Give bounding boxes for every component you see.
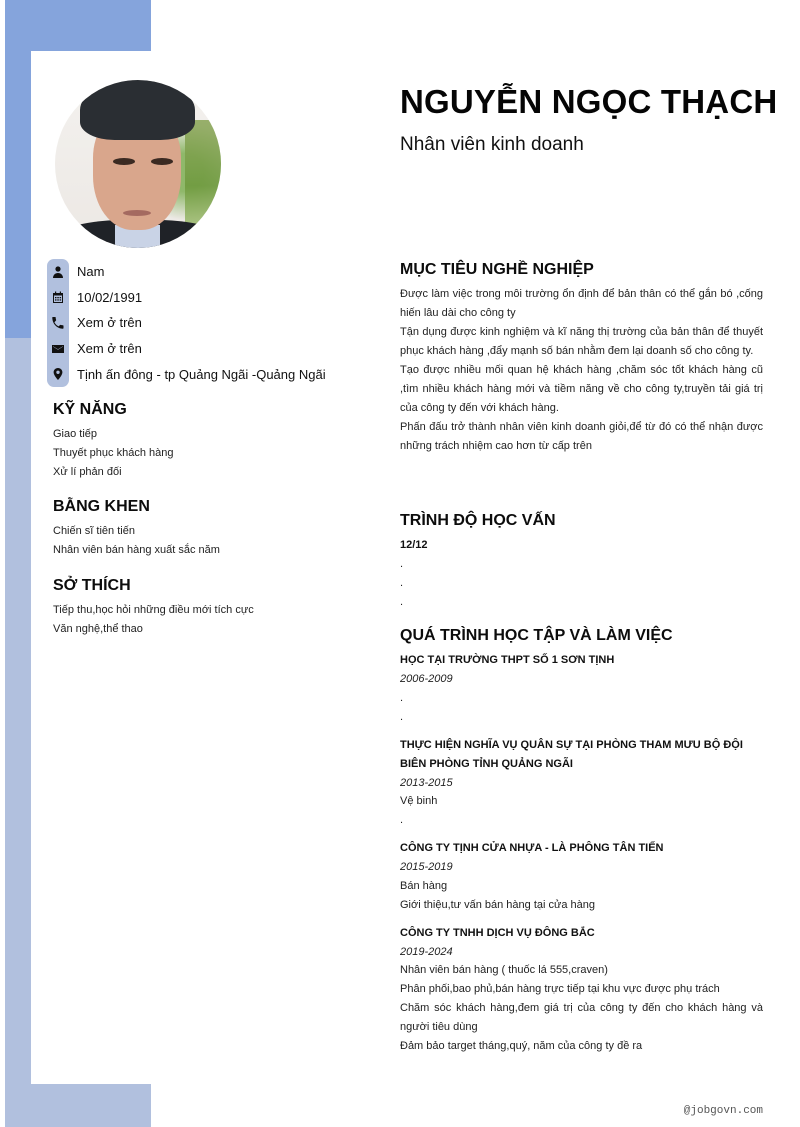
decorative-block-bottom (5, 1084, 151, 1127)
objective-paragraph: Được làm việc trong môi trường ổn định để bản thân có thể gắn bó ,cống hiến lâu dài cho công ty (400, 288, 763, 319)
education-line: . (400, 577, 404, 589)
photo-hair (80, 80, 195, 140)
entry-line: . (400, 814, 404, 826)
hobbies-section (53, 577, 353, 639)
awards-title: BẰNG KHEN (53, 498, 150, 515)
info-address: Tịnh ấn đông - tp Quảng Ngãi -Quảng Ngãi (77, 366, 326, 382)
entry-title: HỌC TẠI TRƯỜNG THPT SỐ 1 SƠN TỊNH (400, 654, 615, 666)
decorative-block-top (5, 0, 151, 51)
skill-item: Giao tiếp (53, 428, 98, 440)
decorative-strip-lower (5, 338, 31, 1127)
education-level: 12/12 (400, 539, 428, 551)
skills-title: KỸ NĂNG (53, 401, 127, 418)
awards-section (53, 498, 353, 560)
entry-date: 2015-2019 (400, 861, 453, 873)
education-line: . (400, 596, 404, 608)
entry-date: 2013-2015 (400, 776, 453, 789)
entry-line: Phân phối,bao phủ,bán hàng trực tiếp tại khu vực được phụ trách (400, 983, 720, 995)
objective-title: MỤC TIÊU NGHỀ NGHIỆP (400, 261, 594, 278)
award-item: Chiến sĩ tiên tiến (53, 525, 135, 537)
entry-line: Nhân viên bán hàng ( thuốc lá 555,craven) (400, 964, 608, 976)
skill-item: Thuyết phục khách hàng (53, 447, 174, 460)
experience-entry (400, 651, 763, 727)
info-row-phone (47, 310, 347, 336)
experience-entry (400, 924, 763, 1057)
candidate-name: NGUYỄN NGỌC THẠCH (400, 83, 778, 120)
location-icon (47, 362, 69, 387)
entry-line: Giới thiệu,tư vấn bán hàng tại cửa hàng (400, 898, 596, 911)
person-icon (47, 259, 69, 284)
hobbies-title: SỞ THÍCH (53, 577, 131, 594)
info-row-birthdate (47, 285, 347, 311)
info-gender: Nam (77, 264, 105, 280)
phone-icon (47, 310, 69, 335)
photo-background-foliage (185, 120, 221, 230)
entry-line: . (400, 691, 404, 704)
education-line: . (400, 558, 404, 570)
info-birthdate: 10/02/1991 (77, 289, 143, 305)
personal-info-list (47, 259, 347, 387)
hobby-item: Văn nghệ,thể thao (53, 623, 143, 636)
experience-entry (400, 839, 763, 915)
entry-line: Chăm sóc khách hàng,đem giá trị của công ty đến cho khách hàng và người tiêu dùng (400, 1002, 763, 1033)
objective-paragraph: Phấn đấu trở thành nhân viên kinh doanh giỏi,để từ đó có thể nhận được những trách nhiệm cao hơn từ cấp trên (400, 421, 763, 452)
entry-line: Vệ binh (400, 795, 438, 807)
entry-line: . (400, 710, 404, 723)
watermark: @jobgovn.com (683, 1105, 763, 1117)
skills-section (53, 401, 353, 483)
entry-title: CÔNG TY TNHH DỊCH VỤ ĐÔNG BẮC (400, 926, 595, 939)
calendar-icon (47, 285, 69, 310)
photo-mouth (123, 210, 151, 216)
email-icon (47, 336, 69, 361)
info-row-email (47, 336, 347, 362)
experience-title: QUÁ TRÌNH HỌC TẬP VÀ LÀM VIỆC (400, 627, 673, 644)
award-item: Nhân viên bán hàng xuất sắc năm (53, 544, 220, 557)
photo-eye-left (113, 158, 135, 165)
candidate-role: Nhân viên kinh doanh (400, 134, 584, 155)
skill-item: Xử lí phản đối (53, 466, 122, 479)
profile-photo (55, 80, 221, 248)
info-row-gender (47, 259, 347, 285)
education-section (400, 512, 763, 612)
objective-section (400, 261, 763, 456)
experience-section (400, 627, 763, 1065)
objective-paragraph: Tạo được nhiều mối quan hệ khách hàng ,chăm sóc tốt khách hàng cũ ,tìm nhiều khách hàng mới và tiềm năng về cho công ty,truyền tải giá trị của công ty đến với khách hàng. (400, 364, 763, 414)
entry-line: Bán hàng (400, 879, 448, 892)
entry-title: CÔNG TY TỊNH CỬA NHỰA - LÀ PHÔNG TÂN TIẾN (400, 842, 664, 854)
entry-date: 2019-2024 (400, 945, 453, 958)
objective-paragraph: Tận dụng được kinh nghiệm và kĩ năng thị trường của bản thân để thuyết phục khách hàng ,đẩy mạnh số bán nhằm đem lại doanh số cho công ty. (400, 326, 763, 357)
decorative-strip-upper (5, 51, 31, 338)
info-email: Xem ở trên (77, 341, 142, 357)
entry-title: THỰC HIỆN NGHĨA VỤ QUÂN SỰ TẠI PHÒNG THAM MƯU BỘ ĐỘI BIÊN PHÒNG TỈNH QUẢNG NGÃI (400, 738, 743, 770)
entry-date: 2006-2009 (400, 673, 453, 685)
info-phone: Xem ở trên (77, 315, 142, 331)
hobby-item: Tiếp thu,học hỏi những điều mới tích cực (53, 604, 254, 616)
info-row-address (47, 361, 347, 387)
photo-eye-right (151, 158, 173, 165)
entry-line: Đảm bảo target tháng,quý, năm của công ty đề ra (400, 1040, 643, 1052)
education-title: TRÌNH ĐỘ HỌC VẤN (400, 512, 556, 529)
experience-entry (400, 736, 763, 831)
